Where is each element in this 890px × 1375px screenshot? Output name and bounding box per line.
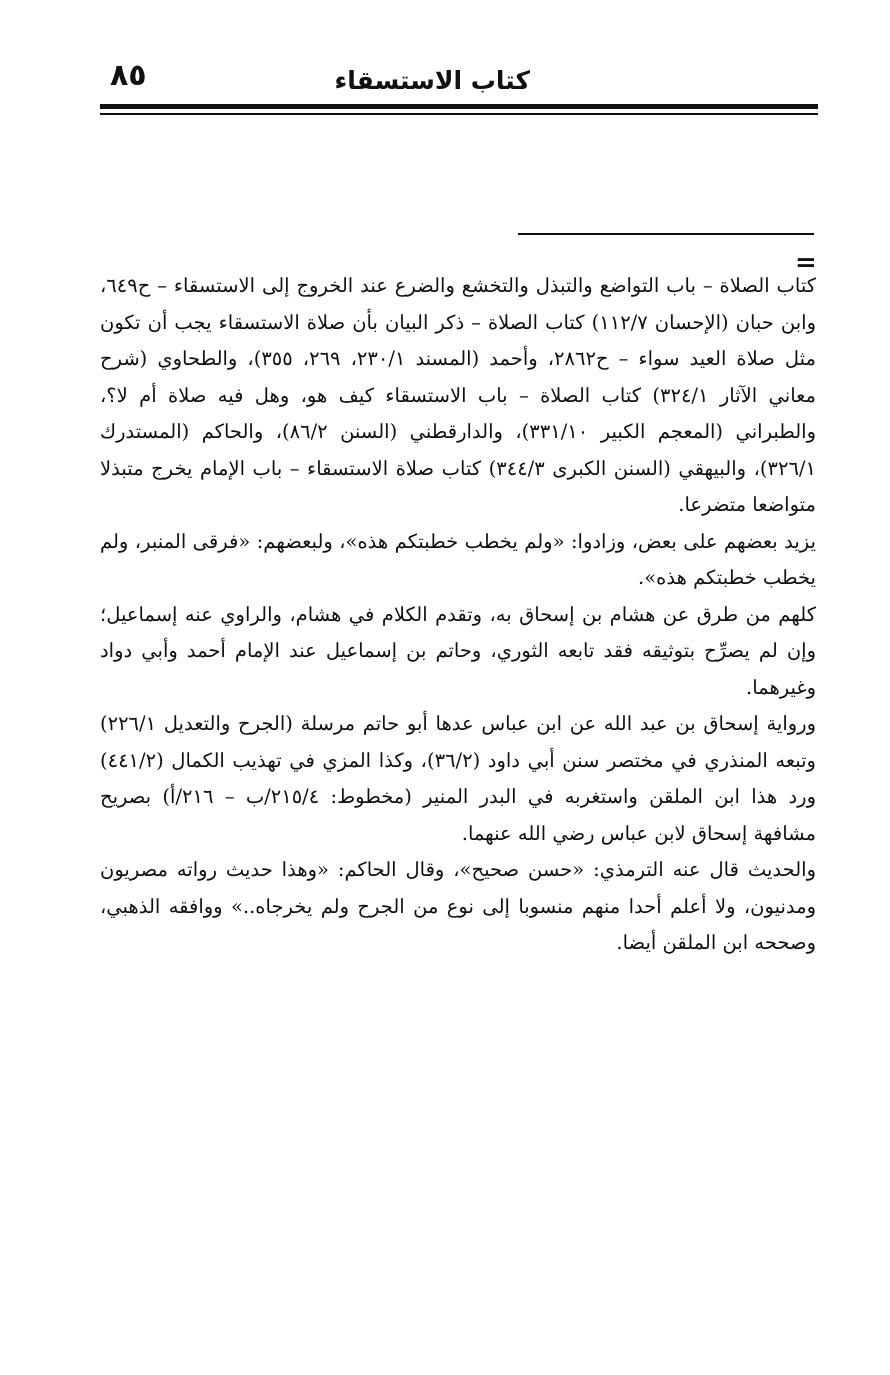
footnote-paragraph: والحديث قال عنه الترمذي: «حسن صحيح»، وقال الحاكم: «وهذا حديث رواته مصريون ومدنيون، ولا أعلم أحدا منهم منسوبا إلى نوع من الجرح ولم يخرجاه..» ووافقه الذهبي، وصححه ابن الملقن أيضا. bbox=[100, 858, 816, 954]
chapter-title: كتاب الاستسقاء bbox=[334, 66, 530, 95]
footnote-paragraph: كلهم من طرق عن هشام بن إسحاق به، وتقدم الكلام في هشام، والراوي عنه إسماعيل؛ وإن لم يصرِّح بتوثيقه فقد تابعه الثوري، وحاتم بن إسماعيل عند الإمام أحمد وأبي دواد وغيرهما. bbox=[100, 602, 816, 699]
footnote-paragraph: كتاب الصلاة – باب التواضع والتبذل والتخشع والضرع عند الخروج إلى الاستسقاء – ح٦٤٩، وابن حبان (الإحسان ١١٢/٧) كتاب الصلاة – ذكر البيان بأن صلاة الاستسقاء يجب أن تكون مثل صلاة العيد سواء – ح٢٨٦٢، وأحمد (المسند ٢٣٠/١، ٢٦٩، ٣٥٥)، والطحاوي (شرح معاني الآثار ٣٢٤/١) كتاب الصلاة – باب الاستسقاء كيف هو، وهل فيه صلاة أم لا؟، والطبراني (المعجم الكبير ٣٣١/١٠)، والدارقطني (السنن ٨٦/٢)، والحاكم (المستدرك ٣٢٦/١)، والبيهقي (السنن الكبرى ٣٤٤/٣) كتاب صلاة الاستسقاء – باب الإمام يخرج متبذلا متواضعا متضرعا. bbox=[100, 274, 817, 516]
header-rule-thin bbox=[100, 113, 818, 115]
header-rule-thick bbox=[100, 104, 818, 109]
footnote-paragraph: يزيد بعضهم على بعض، وزادوا: «ولم يخطب خطبتكم هذه»، ولبعضهم: «فرقى المنبر، ولم يخطب خطبتكم هذه». bbox=[100, 529, 816, 589]
running-header bbox=[100, 58, 820, 108]
footnote-paragraph: ورواية إسحاق بن عبد الله عن ابن عباس عدها أبو حاتم مرسلة (الجرح والتعديل ٢٢٦/١) وتبعه المنذري في مختصر سنن أبي داود (٣٦/٢)، وكذا المزي في تهذيب الكمال (٤٤١/٢) ورد هذا ابن الملقن واستغربه في البدر المنير (مخطوط: ٢١٥/٤/ب – ٢١٦/أ) بصريح مشافهة إسحاق لابن عباس رضي الله عنهما. bbox=[100, 712, 817, 845]
footnote-continuation-mark: = bbox=[795, 248, 817, 278]
footnotes-block bbox=[100, 268, 816, 962]
page-number: ٨٥ bbox=[110, 58, 147, 93]
footnote-separator bbox=[518, 233, 814, 235]
